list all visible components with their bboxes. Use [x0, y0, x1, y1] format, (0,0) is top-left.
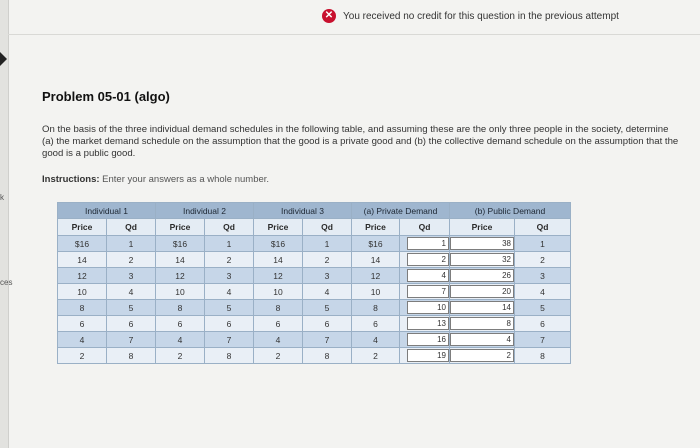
individual-2-qd: 6 [205, 316, 254, 332]
public-demand-price-input[interactable]: 20 [450, 285, 514, 298]
individual-3-price: 14 [254, 252, 303, 268]
private-demand-price: 6 [352, 316, 400, 332]
individual-2-price: 8 [156, 300, 205, 316]
group-individual-2: Individual 2 [156, 203, 254, 219]
individual-1-price: 12 [58, 268, 107, 284]
individual-3-price: 10 [254, 284, 303, 300]
public-demand-price-input[interactable]: 8 [450, 317, 514, 330]
individual-3-price: $16 [254, 236, 303, 252]
individual-2-qd: 3 [205, 268, 254, 284]
public-demand-qd: 3 [515, 268, 571, 284]
public-demand-price-input[interactable]: 32 [450, 253, 514, 266]
individual-3-qd: 4 [303, 284, 352, 300]
individual-2-price: 14 [156, 252, 205, 268]
col-header-qd: Qd [515, 219, 571, 236]
individual-1-qd: 7 [107, 332, 156, 348]
previous-arrow-icon[interactable] [0, 52, 7, 66]
group-private-demand: (a) Private Demand [352, 203, 450, 219]
private-demand-qd-input[interactable]: 13 [407, 317, 449, 330]
sidebar-label-ces: ces [0, 278, 13, 287]
individual-3-price: 6 [254, 316, 303, 332]
left-sidebar-strip [0, 0, 9, 448]
private-demand-price: 2 [352, 348, 400, 364]
private-demand-qd-input-cell [400, 268, 450, 284]
private-demand-qd-input-cell [400, 332, 450, 348]
individual-1-price: 6 [58, 316, 107, 332]
individual-1-price: 2 [58, 348, 107, 364]
individual-2-price: 4 [156, 332, 205, 348]
group-individual-3: Individual 3 [254, 203, 352, 219]
private-demand-qd-input-cell [400, 284, 450, 300]
individual-3-qd: 8 [303, 348, 352, 364]
individual-2-price: 6 [156, 316, 205, 332]
individual-2-price: 2 [156, 348, 205, 364]
individual-3-price: 2 [254, 348, 303, 364]
individual-3-qd: 6 [303, 316, 352, 332]
private-demand-qd-input-cell [400, 252, 450, 268]
error-x-icon: ✕ [322, 9, 336, 23]
private-demand-qd-input-cell [400, 348, 450, 364]
individual-3-price: 12 [254, 268, 303, 284]
private-demand-qd-input[interactable]: 10 [407, 301, 449, 314]
private-demand-qd-input[interactable]: 2 [407, 253, 449, 266]
public-demand-qd: 8 [515, 348, 571, 364]
individual-1-qd: 1 [107, 236, 156, 252]
public-demand-price-input-cell [450, 252, 515, 268]
group-individual-1: Individual 1 [58, 203, 156, 219]
public-demand-price-input-cell [450, 284, 515, 300]
table-row [58, 316, 571, 332]
col-header-qd: Qd [303, 219, 352, 236]
individual-3-price: 8 [254, 300, 303, 316]
individual-2-price: $16 [156, 236, 205, 252]
individual-1-qd: 4 [107, 284, 156, 300]
individual-2-qd: 7 [205, 332, 254, 348]
group-public-demand: (b) Public Demand [450, 203, 571, 219]
table-row [58, 236, 571, 252]
public-demand-price-input-cell [450, 300, 515, 316]
public-demand-price-input-cell [450, 348, 515, 364]
private-demand-qd-input[interactable]: 4 [407, 269, 449, 282]
private-demand-qd-input-cell [400, 316, 450, 332]
header-divider [8, 34, 700, 35]
col-header-price: Price [450, 219, 515, 236]
private-demand-qd-input-cell [400, 236, 450, 252]
individual-3-qd: 3 [303, 268, 352, 284]
credit-notice-text: You received no credit for this question in the previous attempt [343, 10, 619, 22]
table-row [58, 268, 571, 284]
public-demand-price-input[interactable]: 2 [450, 349, 514, 362]
individual-2-qd: 4 [205, 284, 254, 300]
demand-table [57, 202, 571, 364]
private-demand-price: 12 [352, 268, 400, 284]
private-demand-qd-input-cell [400, 300, 450, 316]
individual-1-price: 10 [58, 284, 107, 300]
public-demand-qd: 7 [515, 332, 571, 348]
col-header-price: Price [352, 219, 400, 236]
table-row [58, 332, 571, 348]
problem-body: On the basis of the three individual demand schedules in the following table, and assuming these are the only three people in the society, determine (a) the market demand schedule on the assumption that the good is a private good and (b) the collective demand schedule on the assumption that the good is a public good. [42, 124, 679, 159]
individual-1-qd: 5 [107, 300, 156, 316]
individual-3-qd: 2 [303, 252, 352, 268]
table-row [58, 348, 571, 364]
problem-title: Problem 05-01 (algo) [42, 89, 170, 104]
private-demand-price: 4 [352, 332, 400, 348]
instructions [42, 174, 269, 185]
col-header-qd: Qd [107, 219, 156, 236]
individual-3-price: 4 [254, 332, 303, 348]
individual-1-qd: 8 [107, 348, 156, 364]
public-demand-price-input-cell [450, 236, 515, 252]
private-demand-price: 10 [352, 284, 400, 300]
public-demand-qd: 1 [515, 236, 571, 252]
private-demand-qd-input[interactable]: 7 [407, 285, 449, 298]
individual-3-qd: 1 [303, 236, 352, 252]
individual-2-qd: 2 [205, 252, 254, 268]
individual-1-qd: 3 [107, 268, 156, 284]
private-demand-price: 8 [352, 300, 400, 316]
individual-2-qd: 5 [205, 300, 254, 316]
private-demand-qd-input[interactable]: 19 [407, 349, 449, 362]
col-header-qd: Qd [400, 219, 450, 236]
public-demand-price-input[interactable]: 4 [450, 333, 514, 346]
individual-2-price: 10 [156, 284, 205, 300]
individual-1-price: 8 [58, 300, 107, 316]
public-demand-qd: 6 [515, 316, 571, 332]
public-demand-qd: 5 [515, 300, 571, 316]
private-demand-price: 14 [352, 252, 400, 268]
private-demand-qd-input[interactable]: 16 [407, 333, 449, 346]
sidebar-label-k: k [0, 193, 4, 202]
individual-1-price: $16 [58, 236, 107, 252]
individual-3-qd: 5 [303, 300, 352, 316]
col-header-price: Price [156, 219, 205, 236]
public-demand-price-input-cell [450, 332, 515, 348]
public-demand-price-input-cell [450, 268, 515, 284]
individual-1-price: 4 [58, 332, 107, 348]
table-row [58, 284, 571, 300]
instructions-text: Enter your answers as a whole number. [102, 174, 270, 185]
individual-2-qd: 8 [205, 348, 254, 364]
public-demand-price-input[interactable]: 14 [450, 301, 514, 314]
col-header-qd: Qd [205, 219, 254, 236]
col-header-price: Price [254, 219, 303, 236]
public-demand-price-input-cell [450, 316, 515, 332]
col-header-price: Price [58, 219, 107, 236]
public-demand-price-input[interactable]: 38 [450, 237, 514, 250]
private-demand-price: $16 [352, 236, 400, 252]
public-demand-price-input[interactable]: 26 [450, 269, 514, 282]
individual-2-qd: 1 [205, 236, 254, 252]
individual-1-qd: 2 [107, 252, 156, 268]
public-demand-qd: 2 [515, 252, 571, 268]
credit-notice [322, 9, 619, 23]
public-demand-qd: 4 [515, 284, 571, 300]
table-row [58, 252, 571, 268]
individual-1-price: 14 [58, 252, 107, 268]
individual-3-qd: 7 [303, 332, 352, 348]
private-demand-qd-input[interactable]: 1 [407, 237, 449, 250]
individual-1-qd: 6 [107, 316, 156, 332]
individual-2-price: 12 [156, 268, 205, 284]
table-row [58, 300, 571, 316]
instructions-label: Instructions: [42, 174, 100, 185]
